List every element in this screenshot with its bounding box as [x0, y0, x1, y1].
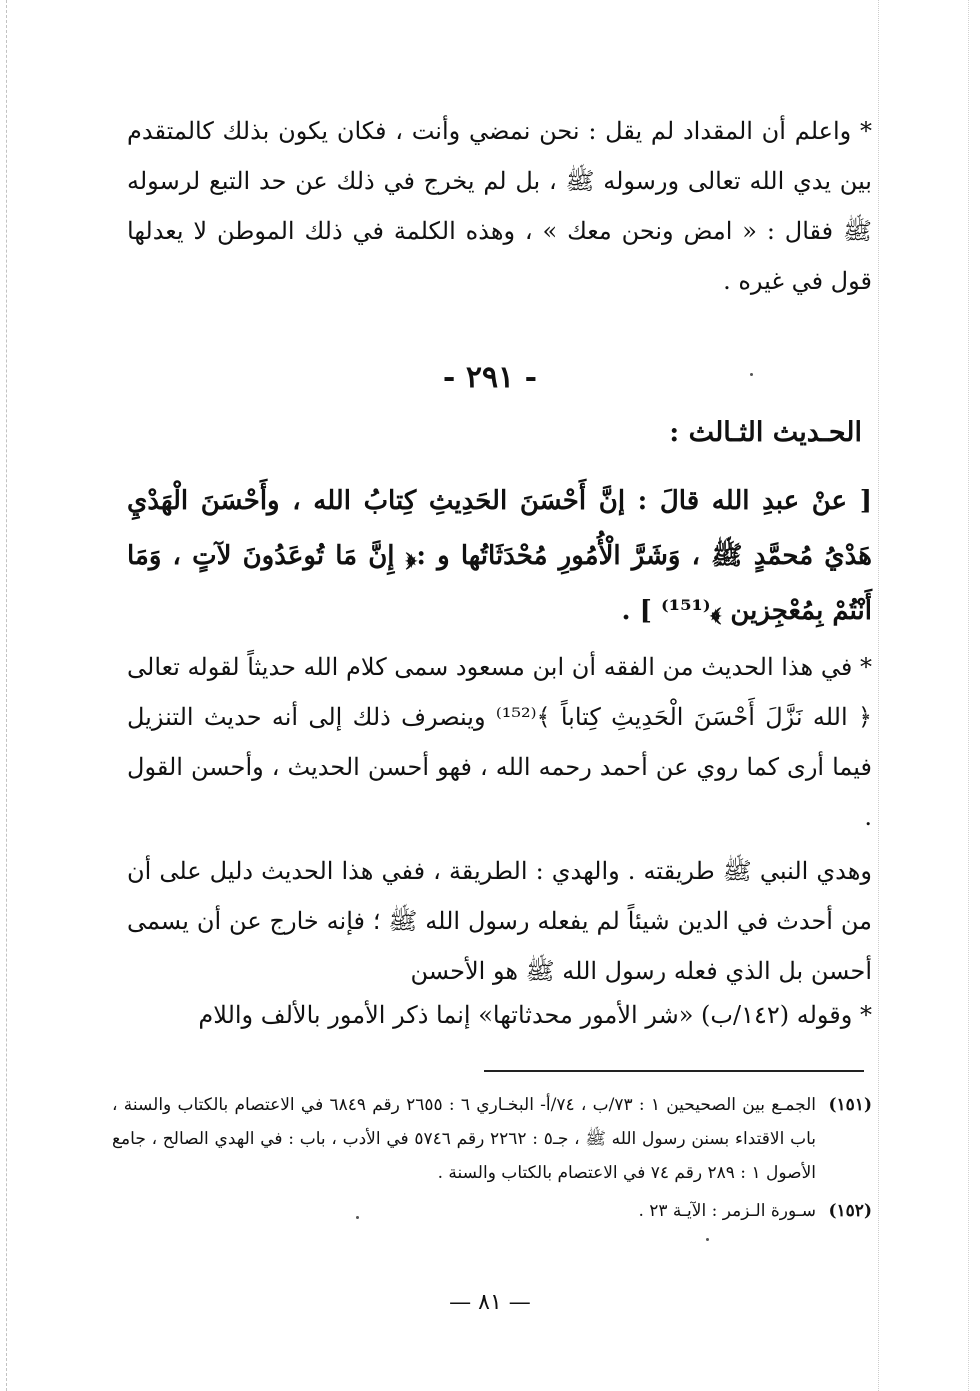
- hadith-text-block: [127, 474, 872, 639]
- scan-speck: [356, 1216, 359, 1219]
- paragraph-text: وهدي النبي ﷺ طريقته . والهدي : الطريقة ، ففي هذا الحديث دليل على أن من أحدث في الدين شيئاً لم يفعله رسول الله ﷺ ؛ فإنه خارج عن أن يسمى أحسن بل الذي فعله رسول الله ﷺ هو الأحسن: [127, 857, 872, 985]
- paragraph-text: * في هذا الحديث من الفقه أن ابن مسعود سمى كلام الله حديثاً لقوله تعالى ﴿ الله نَزَّلَ أَحْسَنَ الْحَدِيثِ كِتاباً ﴾⁽¹⁵²⁾ وينصرف ذلك إلى أنه حديث التنزيل فيما أرى كما روي عن أحمد رحمه الله ، فهو أحسن الحديث ، وأحسن القول .: [127, 653, 873, 831]
- scan-edge-far-right: [968, 0, 969, 1391]
- footnote-text: الجمـع بين الصحيحين ١ : ٧٣/ب ، ٧٤/أ- البخـاري ٦ : ٢٦٥٥ رقم ٦٨٤٩ في الاعتصام بالكتاب والسنة ، باب الاقتداء بسنن رسول الله ﷺ ، جـ٥ : ٢٢٦٢ رقم ٥٧٤٦ في الأدب ، باب : في الهدي الصالح ، جامع الأصول ١ : ٢٨٩ رقم ٧٤ في الاعتصام بالكتاب والسنة .: [112, 1095, 816, 1183]
- footnote-152: [112, 1194, 872, 1228]
- scan-edge-left: [6, 0, 7, 1391]
- hadith-number: - ٢٩١ -: [442, 360, 538, 395]
- scan-speck: [750, 373, 753, 376]
- footnote-151: [112, 1088, 872, 1190]
- paragraph-hadi: [127, 846, 872, 996]
- footnote-number: (١٥٢): [828, 1201, 872, 1221]
- hadith-text: [ عنْ عبدِ الله قالَ : إنَّ أَحْسَنَ الحَدِيثِ كِتابُ الله ، وأَحْسَنَ الْهَدْيِ هَدْيُ مُحمَّدٍ ﷺ ، وَشَرَّ الْأُمُورِ مُحْدَثَاتُها و :﴿ إِنَّ مَا تُوعَدُونَ لآتٍ ، وَمَا أَنْتُمْ بِمُعْجِزين ﴾⁽¹⁵¹⁾ ] .: [127, 486, 872, 626]
- paragraph-fiqh: [127, 642, 872, 842]
- paragraph-sharr: [127, 990, 872, 1040]
- scan-speck: [706, 1238, 709, 1241]
- footnote-text: سـورة الـزمر : الآيـة ٢٣ .: [638, 1201, 816, 1221]
- paragraph-miqdad: [127, 106, 872, 306]
- footnotes: [112, 1088, 872, 1232]
- paragraph-text: * وقوله (١٤٢/ب) «شر الأمور محدثاتها» إنما ذكر الأمور بالألف واللام: [198, 1001, 872, 1029]
- paragraph-text: * واعلم أن المقداد لم يقل : نحن نمضي وأنت ، فكان يكون بذلك كالمتقدم بين يدي الله تعالى ورسوله ﷺ ، بل لم يخرج في ذلك عن حد التبع لرسوله ﷺ فقال : « امض ونحن معك » ، وهذه الكلمة في ذلك الموطن لا يعدلها قول في غيره .: [127, 117, 872, 295]
- hadith-heading: الحـديث الثـالث :: [669, 417, 862, 448]
- footnote-divider: [484, 1070, 864, 1072]
- scan-edge-right: [878, 0, 879, 1391]
- page-number: — ٨١ —: [449, 1290, 531, 1315]
- footnote-number: (١٥١): [828, 1095, 872, 1115]
